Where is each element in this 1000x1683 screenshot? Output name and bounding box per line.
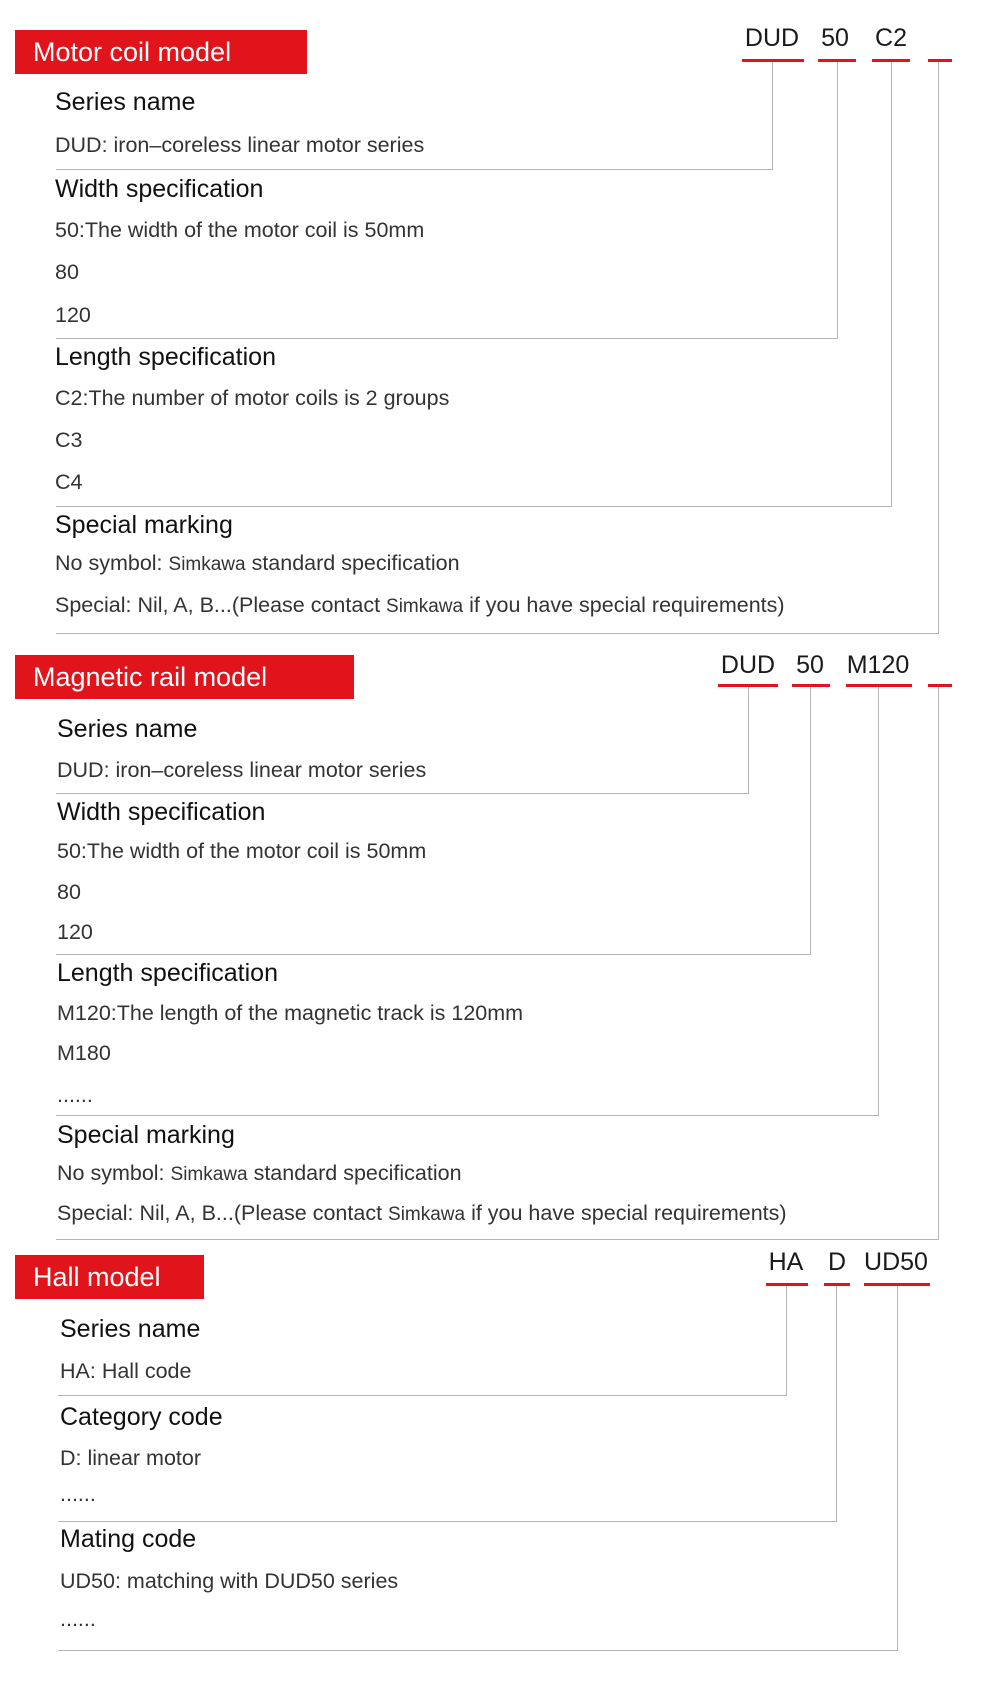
motor-code-length: C2 xyxy=(875,24,907,52)
rail-divider xyxy=(56,1115,879,1116)
rail-code-width: 50 xyxy=(796,651,824,679)
hall-mating-item: UD50: matching with DUD50 series xyxy=(60,1569,399,1593)
brand-name: Simkawa xyxy=(170,1164,248,1185)
hall-series-text: HA: Hall code xyxy=(60,1359,192,1383)
hall-title-badge: Hall model xyxy=(15,1255,204,1299)
hall-connector xyxy=(786,1286,787,1395)
rail-special-line xyxy=(57,1200,787,1228)
hall-divider xyxy=(58,1521,837,1522)
hall-category-heading: Category code xyxy=(60,1403,223,1431)
hall-mating-heading: Mating code xyxy=(60,1525,197,1553)
rail-code-underline xyxy=(792,684,830,687)
brand-name: Simkawa xyxy=(168,554,246,575)
hall-code-category: D xyxy=(827,1248,847,1276)
motor-series-heading: Series name xyxy=(55,88,196,116)
rail-special-label: Special: Nil, A, B...(Please contact xyxy=(57,1201,389,1225)
motor-length-item: C2:The number of motor coils is 2 groups xyxy=(55,386,450,410)
hall-code-underline xyxy=(824,1283,850,1286)
motor-width-item: 80 xyxy=(55,260,79,284)
motor-divider xyxy=(56,506,892,507)
rail-title-badge: Magnetic rail model xyxy=(15,655,354,699)
hall-connector xyxy=(897,1286,898,1650)
rail-connector xyxy=(810,687,811,954)
rail-divider xyxy=(56,1239,939,1240)
rail-code-length: M120 xyxy=(846,651,910,679)
motor-connector xyxy=(938,62,939,633)
hall-category-item: D: linear motor xyxy=(60,1446,201,1470)
rail-nosymbol-label: No symbol: xyxy=(57,1161,171,1185)
motor-length-item: C3 xyxy=(55,428,83,452)
motor-title-badge: Motor coil model xyxy=(15,30,307,74)
hall-series-heading: Series name xyxy=(60,1315,201,1343)
hall-category-item: ...... xyxy=(60,1482,96,1506)
rail-series-text: DUD: iron–coreless linear motor series xyxy=(57,758,427,782)
rail-divider xyxy=(56,793,749,794)
motor-special-heading: Special marking xyxy=(55,511,233,539)
rail-connector xyxy=(748,687,749,793)
hall-connector xyxy=(836,1286,837,1521)
motor-divider xyxy=(56,633,939,634)
rail-special-heading: Special marking xyxy=(57,1121,235,1149)
rail-code-underline xyxy=(846,684,912,687)
hall-code-mating: UD50 xyxy=(864,1248,928,1276)
rail-special-desc: if you have special requirements) xyxy=(465,1201,787,1225)
motor-width-item: 50:The width of the motor coil is 50mm xyxy=(55,218,425,242)
hall-mating-item: ...... xyxy=(60,1607,96,1631)
rail-series-heading: Series name xyxy=(57,715,198,743)
motor-special-line xyxy=(55,592,785,620)
rail-connector xyxy=(878,687,879,1115)
rail-code-underline xyxy=(928,684,952,687)
motor-divider xyxy=(56,338,838,339)
brand-name: Simkawa xyxy=(388,1204,466,1225)
rail-width-item: 80 xyxy=(57,880,81,904)
motor-special-label: Special: Nil, A, B...(Please contact xyxy=(55,593,387,617)
rail-code-series: DUD xyxy=(720,651,776,679)
hall-divider xyxy=(58,1650,898,1651)
motor-connector xyxy=(891,62,892,506)
rail-divider xyxy=(56,954,811,955)
motor-code-underline xyxy=(742,59,804,62)
motor-divider xyxy=(56,169,773,170)
motor-nosymbol-desc: standard specification xyxy=(245,551,460,575)
hall-code-series: HA xyxy=(768,1248,804,1276)
motor-code-series: DUD xyxy=(744,24,800,52)
motor-connector xyxy=(837,62,838,338)
rail-nosymbol-line xyxy=(57,1160,462,1188)
motor-nosymbol-line xyxy=(55,550,460,578)
hall-divider xyxy=(58,1395,787,1396)
motor-code-width: 50 xyxy=(821,24,849,52)
rail-length-heading: Length specification xyxy=(57,959,278,987)
rail-length-item: ...... xyxy=(57,1083,93,1107)
rail-connector xyxy=(938,687,939,1239)
motor-special-desc: if you have special requirements) xyxy=(463,593,785,617)
brand-name: Simkawa xyxy=(386,596,464,617)
motor-length-heading: Length specification xyxy=(55,343,276,371)
rail-length-item: M180 xyxy=(57,1041,111,1065)
motor-connector xyxy=(772,62,773,169)
motor-series-text: DUD: iron–coreless linear motor series xyxy=(55,133,425,157)
rail-width-item: 50:The width of the motor coil is 50mm xyxy=(57,839,427,863)
rail-nosymbol-desc: standard specification xyxy=(247,1161,462,1185)
hall-code-underline xyxy=(766,1283,808,1286)
rail-length-item: M120:The length of the magnetic track is 120mm xyxy=(57,1001,524,1025)
motor-width-heading: Width specification xyxy=(55,175,264,203)
rail-width-heading: Width specification xyxy=(57,798,266,826)
motor-code-underline xyxy=(928,59,952,62)
motor-width-item: 120 xyxy=(55,303,91,327)
motor-length-item: C4 xyxy=(55,470,83,494)
motor-nosymbol-label: No symbol: xyxy=(55,551,169,575)
rail-width-item: 120 xyxy=(57,920,93,944)
